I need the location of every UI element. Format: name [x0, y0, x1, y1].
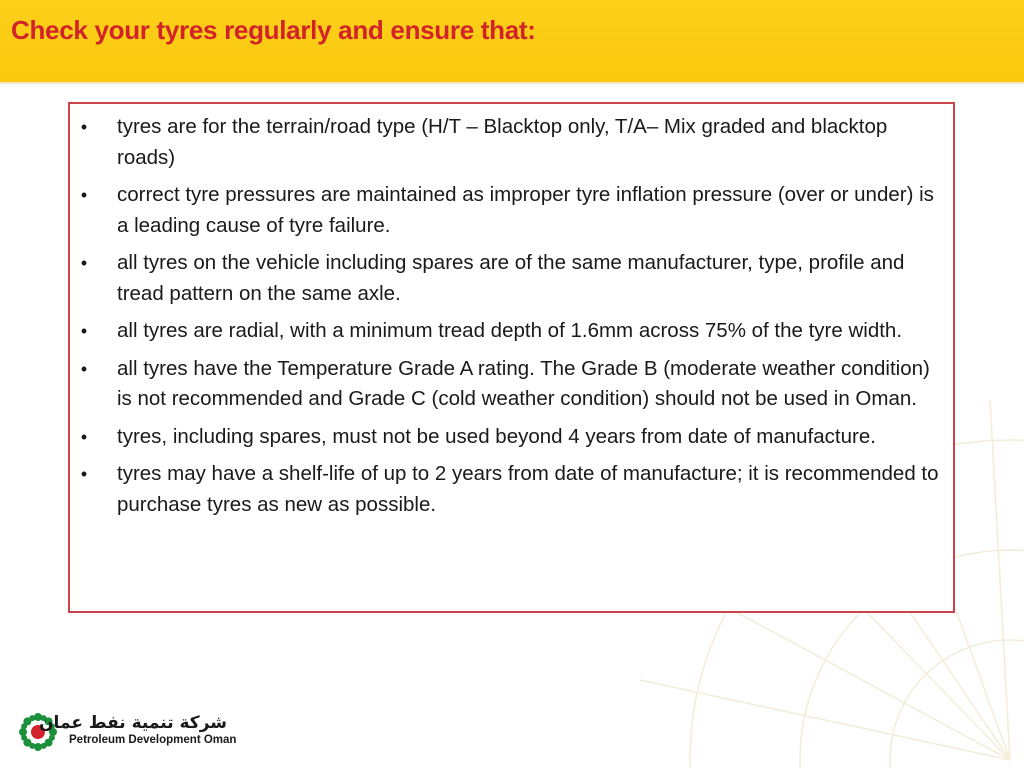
bullet-marker: • — [80, 117, 88, 137]
slide-title: Check your tyres regularly and ensure that: — [11, 15, 536, 45]
bullet-marker: • — [80, 253, 88, 273]
bullet-text: all tyres have the Temperature Grade A rating. The Grade B (moderate weather condition) is not recommended and Grade C (cold weather condition) should not be used in Oman. — [117, 356, 930, 410]
bullet-item-radial-tread — [70, 316, 941, 347]
bullet-item-temperature-grade — [70, 354, 941, 415]
arabic-wordmark-icon — [39, 711, 229, 733]
bullet-text: tyres, including spares, must not be used beyond 4 years from date of manufacture. — [117, 424, 876, 448]
bullet-list — [70, 104, 953, 520]
content-box — [68, 102, 955, 613]
bullet-text: all tyres are radial, with a minimum tread depth of 1.6mm across 75% of the tyre width. — [117, 319, 903, 342]
company-logo — [17, 711, 237, 751]
bullet-text: tyres are for the terrain/road type (H/T – Blacktop only, T/A– Mix graded and blacktop roads) — [117, 115, 888, 169]
bullet-marker: • — [80, 464, 88, 484]
bullet-item-age-limit — [70, 422, 941, 453]
bullet-marker: • — [80, 358, 88, 379]
bullet-item-terrain — [70, 112, 941, 173]
bullet-marker: • — [80, 185, 88, 205]
bullet-text: correct tyre pressures are maintained as improper tyre inflation pressure (over or under) is a leading cause of tyre failure. — [117, 183, 934, 237]
bullet-marker: • — [80, 321, 88, 341]
bullet-marker: • — [80, 426, 88, 447]
bullet-text: tyres may have a shelf-life of up to 2 years from date of manufacture; it is recommended to purchase tyres as new as possible. — [117, 462, 939, 516]
bullet-text: all tyres on the vehicle including spares are of the same manufacturer, type, profile and tread pattern on the same axle. — [117, 251, 905, 305]
company-name: Petroleum Development Oman — [69, 734, 237, 746]
bullet-item-same-manufacturer — [70, 248, 941, 309]
bullet-item-shelf-life — [70, 459, 941, 520]
arabic-wordmark-text: شركة تنمية نفط عمان — [39, 713, 227, 733]
header-band — [0, 0, 1024, 84]
bullet-item-pressure — [70, 180, 941, 241]
